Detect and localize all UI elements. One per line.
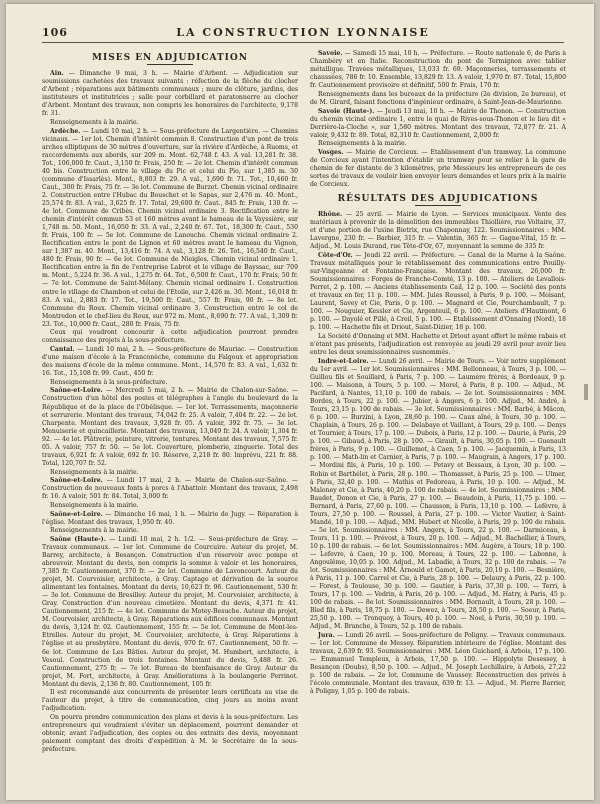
notice-lead: Savoie (Haute-). bbox=[318, 107, 375, 115]
running-header bbox=[42, 26, 564, 43]
section-title-mises-en-adjudication: MISES EN ADJUDICATION bbox=[92, 53, 248, 63]
notice-paragraph bbox=[310, 211, 566, 251]
notice-paragraph bbox=[42, 70, 298, 118]
notice-text: — 25 avril. — Mairie de Lyon. — Services municipaux. Vente des matériaux à provenir de la démolition des immeubles Thiollière, rue Voltaire, 37, et d'une portion de l'usine Bietrix, rue Chaponnay, 122. Soumissionnaires : MM. Lavergne, 230 fr. — Barbier, 315 fr. — Valentin, 365 fr. — Gagne-Vital, 15 fr. — Adjud., M. Louis Durand, rue Tête-d'Or, 67, moyennant la somme de 335 fr. bbox=[310, 211, 566, 251]
journal-title: LA CONSTRUCTION LYONNAISE bbox=[176, 26, 430, 39]
notice-paragraph bbox=[310, 632, 566, 696]
notice-paragraph bbox=[42, 379, 298, 387]
section-title-resultats: RÉSULTATS DES ADJUDICATIONS bbox=[337, 194, 539, 205]
right-paragraphs-top bbox=[310, 50, 566, 189]
notice-text: — Jeudi 13 mai, 10 h. — Mairie de Thonon. — Construction du chemin vicinal ordinaire 1, entre le quai de Rives-sous-Thonon et le lieu dit « Derrière-la-Cloche », sur 1,580 mètres. Montant des travaux, 72,877 fr. 21. A valoir, 9,432 fr. 89. Total, 82,310 fr. Cautionnement, 2,000 fr. bbox=[310, 107, 566, 139]
notice-text: — Lundi 26 avril. — Sous-préfecture de Poligny. — Travaux communaux. — 1er lot. Commune de Messey. Réparation intérieure de l'église. Montant des travaux, 2,639 fr. 93. Soumissionnaires : MM. Léon Guichard, à Arbois, 17 p. 100. — Emmanuel Templeux, à Arbois, 17,50 p. 100. — Hippolyte Desessey, à Besançon (Doubs), 8,50 p. 100. — Adjud., M. Joseph Lechillaire, à Arbois, 27,22 p. 100 de rabais. — 2e lot. Commune de Vaussey. Reconstruction des privés à l'école communale. Montant des travaux, 639 fr. 13. — Adjud., M. Pierre Barrier, à Poligny, 1,05 p. 100 de rabais. bbox=[310, 632, 566, 696]
notice-text: — Lundi 10 mai, 2 h. — Sous-préfecture de Largentière. — Chemins vicinaux. — 1er lot. Chemin d'intérêt commun 8. Construction d'un pont de trois arches elliptiques de 30 mètres d'ouverture, sur la rivière d'Ardèche, à Ruoms, et raccordements aux abords, sur 209 m. Mont. 62,748 f. 43. A val. 13,281 fr. 38. Tot., 106,000 fr. Caut., 3,150 fr. Frais, 250 fr. — 2e lot. Chemin d'intérêt commun 40 bis. Construction entre le village du Pic et celui du Pio, sur 1,385 m. 30 (commune d'Issarlès). Mont., 8,803 fr. 29. A val., 1,690 fr. 71. Tot., 10,460 fr. Caut., 300 fr. Frais, 75 fr. — 3e lot. Commune de Burzet. Chemin vicinal ordinaire 2. Construction entre l'Hubac du Bouschet et le Sapas, sur 2,476 m. 40. Mont., 25,574 fr. 83. A val., 3,625 fr. 17. Total, 29,600 fr. Caut., 845 fr. Frais, 130 fr. — 4e lot. Commune de Cribès. Chemin vicinal ordinaire 3. Rectification entre le chemin d'intérêt commun 53 et 160 mètres avant le hameau de la Vayssière, sur 1,748 m. 50. Mont., 16,050 fr. 33. A val., 2,240 fr. 67. Tot., 18,300 fr. Caut., 530 fr. Frais, 100 fr. — 5e lot. Commune de Lanouche. Chemin vicinal ordinaire 2. Rectification entre le pont de Lignon et 60 mètres avant le hameau du Vignon, sur 1,387 m. 40. Mont., 13,416 fr. 74. A val., 3,128 fr. 26. Tot., 16,540 fr. Caut., 480 fr. Frais, 90 fr. — 6e lot. Commune de Nieigles. Chemin vicinal ordinaire 1. Rectification entre la fin de l'entreprise Labrot et le village de Bayssac, sur 709 m. Mont., 5,224 fr. 36. A val., 1,275 fr. 64. Tot., 6,500 fr. Caut., 170 fr. Frais, 50 fr. — 7e lot. Commune de Saint-Mélany. Chemin vicinal ordinaire 1. Construction entre le village de Chambon et celui de l'Etoile, sur 2,426 m. 30. Mont., 16,018 fr. 83. A val., 2,883 fr. 17. Tot., 19,500 fr. Caut., 557 fr. Frais, 90 fr. — 8e lot. Commune du Roux. Chemin vicinal ordinaire 3. Construction entre le col de Montredon et le chef-lieu du Roux, sur 972 m. Mont., 8,690 fr. 77. A val., 1,309 fr. 23. Tot., 10,000 fr. Caut., 280 fr. Frais, 75 fr. bbox=[42, 127, 298, 328]
notice-paragraph bbox=[42, 689, 298, 713]
notice-paragraph bbox=[42, 329, 298, 345]
notice-paragraph bbox=[310, 333, 566, 357]
notice-text: Renseignements à la mairie. bbox=[318, 140, 407, 148]
notice-paragraph bbox=[310, 140, 566, 148]
notice-text: On pourra prendre communication des plans et devis à la sous-préfecture. Les entrepreneurs qui voudraient s'éviter un déplacement, pourront demander et obtenir, avant l'adjudication, des copies ou des extraits des devis, moyennant paiement comptant des droits d'expédition à M. le Secrétaire de la sous-préfecture. bbox=[42, 714, 298, 754]
left-column bbox=[42, 50, 298, 786]
notice-lead: Ardèche. bbox=[50, 127, 81, 135]
notice-paragraph bbox=[42, 469, 298, 477]
notice-paragraph bbox=[42, 502, 298, 510]
notice-text: — Samedi 15 mai, 10 h. — Préfecture. — Route nationale 6, de Paris à Chambéry et en Italie. Reconstruction du pont de Termignon avec tablier métallique. Travées métalliques, 13,033 fr. 69. Maçonneries, terrassements et chaussées, 786 fr. 10. Ensemble, 13,829 fr. 13. A valoir, 1,970 fr. 87. Total, 15,800 fr. Cautionnement provisoire et définitif, 500 fr. Frais, 170 fr. bbox=[310, 50, 566, 90]
notice-text: Renseignements dans les bureaux de la préfecture (2e division, 2e bureau), et de M. Girard, faisant fonctions d'ingénieur ordinaire, à Saint-Jean-de-Maurienne. bbox=[310, 90, 566, 106]
notice-text: — Mairie de Corcieux. — Etablissement d'un tramway. La commune de Corcieux ayant l'intention d'établir un tramway pour se relier à la gare de chemin de fer distante de 3 kilomètres, prie Messieurs les entrepreneurs de ces sortes de travaux de vouloir bien envoyer leurs demandes et leurs prix à la mairie de Corcieux. bbox=[310, 148, 566, 189]
notice-lead: Jura. bbox=[318, 632, 335, 640]
notice-text: — Mercredi 5 mai, 2 h. — Mairie de Chalon-sur-Saône. — Construction d'un hôtel des postes et télégraphes à l'angle du boulevard de la République et de la place de l'Obélisque. — 1er lot. Terrassements, maçonnerie et serrurerie. Montant des travaux, 74,042 fr. 25. A valoir, 7,404 fr. 22. — 2e lot. Charpente. Montant des travaux, 3,928 fr. 05. A valoir, 392 fr. 75. — 3e lot. Menuiserie et quincaillerie. Montant des travaux, 13,049 fr. 24. A valoir, 1,304 fr. 92. — 4e lot. Plâtrerie, peinture, vitrerie, tentures. Montant des travaux, 7,575 fr. 05. A valoir, 757 fr. 50. — 5e lot. Couverture, plomberie, zinguerie. Total des travaux, 6,921 fr. A valoir, 692 fr. 10. Réserve, 2,218 fr. 80. Imprévu, 221 fr. 88. Total, 120,707 fr. 52. bbox=[42, 387, 298, 467]
notice-lead: Côte-d'Or. bbox=[318, 252, 353, 260]
notice-text: Il est recommandé aux concurrents de présenter leurs certificats au vise de l'auteur du projet, à titre de communication, cinq jours au moins avant l'adjudication. bbox=[42, 689, 298, 713]
notice-lead: Saône-et-Loire. bbox=[50, 387, 103, 395]
notice-text: Renseignements à la mairie. bbox=[50, 527, 139, 535]
notice-text: Renseignements à la mairie. bbox=[50, 118, 139, 126]
newspaper-page bbox=[6, 4, 594, 800]
notice-paragraph bbox=[310, 50, 566, 90]
notice-lead: Indre-et-Loire. bbox=[318, 357, 369, 365]
title-rule bbox=[147, 64, 193, 65]
notice-paragraph bbox=[42, 387, 298, 467]
notice-text: Renseignements à la sous-préfecture. bbox=[50, 378, 168, 386]
notice-lead: Cantal. bbox=[50, 346, 75, 354]
notice-text: La Société d'Onnaing et MM. Hachette et Driout ayant offert le même rabais et n'étant pas présents, l'adjudication est renvoyée au jeudi 29 avril pour avoir lieu entre les deux soumissionnaires susnommés. bbox=[310, 333, 566, 357]
right-paragraphs-bottom bbox=[310, 211, 566, 696]
notice-lead: Rhône. bbox=[318, 211, 343, 219]
notice-paragraph bbox=[42, 714, 298, 754]
notice-paragraph bbox=[42, 128, 298, 329]
notice-text: — Jeudi 22 avril. — Préfecture. — Canal de la Marne à la Saône. Travaux métalliques pour le rétablissement des communications entre Pouilly-sur-Vingeanne et Fontaine-Française. Montant des travaux, 26,000 fr. Soumissionnaires : Forges de Franche-Comté, 13 p. 100. — Ateliers de Levallois-Perret, 2 p. 100. — Anciens établissements Cail, 12 p. 100. — Société des ponts et travaux en fer, 11 p. 100. — MM. Jules Roussel, à Paris, 9 p. 100. — Moisant, Laurent, Savey et Cie, Paris, 0 p. 100. — Magnard et Cie, Pourchambault, 7 p. 100. — Nouguier, Kessler et Cie, Argenteuil, 6 p. 100. — Ateliers d'Hautmont, 6 p. 100. — Dayolé et Pillé, à Creil, 5 p. 100. — Etablissement d'Onnaing (Nord), 18 p. 100. — Hachette fils et Driout, Saint-Dizier, 18 p. 100. bbox=[310, 252, 566, 332]
notice-text: — Dimanche 16 mai, 1 h. — Mairie de Jugy. — Réparation à l'église. Montant des travaux, 1,950 fr. 40. bbox=[42, 510, 298, 526]
notice-paragraph bbox=[42, 119, 298, 127]
notice-text: — Lundi 17 mai, 2 h. — Mairie de Chalon-sur-Saône. — Construction de nouveaux fonts à porcs à l'Abattoir. Montant des travaux, 2,498 fr. 16. A valoir, 501 fr. 84. Total, 3,000 fr. bbox=[42, 477, 298, 501]
notice-paragraph bbox=[310, 358, 566, 632]
left-paragraphs bbox=[42, 70, 298, 754]
right-column bbox=[310, 50, 566, 786]
notice-text: — Lundi 26 avril. — Mairie de Tours. — Voir notre supplément du 1er avril. — 1er lot. Soumissionnaires : MM. Bellonneau, à Tours, 3 p. 100. — Guillou fils et Souillard, à Paris, 7 p. 100. — Laumère frères, à Bordeaux, 9 p. 100. — Maisonn, à Tours, 5 p. 100. — Morel, à Paris, 8 p. 100. — Adjud., M. Pacifard, à Nantes, 11,10 p. 100 de rabais. — 2e lot. Soumissionnaires : MM. Bordes, à Tours, 22 p. 100. — Jubier, à Angers, 6 p. 100. Adjud., M. André, à Tours, 23,15 p. 100 de rabais. — 3e lot. Soumissionnaires : MM. Barbé, à Mâcon, 6 p. 100. — Burzini, à Lyon, 28,60 p. 100. — Caux aîné, à Tours, 30 p. 100. — Chaplain, à Tours, 26 p. 100. — Delabaye et Vaillant, à Tours, 29 p. 100. — Denys et Tournier, à Tours, 17 p. 100. — Dubois, à Paris, 12 p. 100. — Daurie, à Paris, 29 p. 100. — Gibaud, à Paris, 28 p. 100. — Girault, à Paris, 30,05 p. 100. — Guenault frères, à Paris, 9 p. 100. — Guillemot, à Caen, 5 p. 100. — Jacquemin, à Paris, 13 p. 100. — Math-lin et Carnier, à Paris, 7 p. 100. — Maugrain, à Angers, 17 p. 100. — Mordini fils, à Paris, 10 p. 100. — Petavy et Bessaux, à Lyon, 30 p. 100. — Robin et Barthélet, à Paris, 28 p. 100. — Thomasset, à Paris, 25 p. 100. — Ulmer, à Paris, 32,40 p. 100. — Mathis et Fedoreau, à Paris, 10 p. 100. — Adjud., M. Maloney et Cie, à Paris, 40,20 p. 100 de rabais. — 4e lot. Soumissionnaires : MM. Baudet, Donon et Cie, à Paris, 27 p. 100. — Beaudoin, à Paris, 11,75 p. 100. — Bernard, à Paris, 27,60 p. 100. — Chausson, à Paris, 13,10 p. 100. — Lefèvre, à Tours, 27,50 p. 100. — Roussel, à Paris, 27 p. 100. — Victor Vautier, à Saint-Mandé, 10 p. 100. — Adjud., MM. Hubert et Nicolle, à Paris, 29 p. 100 de rabais. — 5e lot. Soumissionnaires : MM. Angers, à Tours, 22 p. 100. — Darmiceau, à Tours, 11 p. 100. — Prévost, à Tours, 20 p. 100. — Adjud., M. Bachellier, à Tours, 10 p. 100 de rabais. — 6e lot. Soumissionnaires : MM. Augère, à Tours, 18 p. 100. — Lefevre, à Caen, 10 p. 100. Moreau, à Tours, 22 p. 100. — Labonne, à Angoulême, 10,05 p. 100. Adjud., M. Labadie, à Tours, 32 p. 100 de rabais. — 7e lot. Soumissionnaires : MM. Arnould et Gamot, à Paris, 20,10 p. 100. — Besnière, à Paris, 11 p. 100. Carrel et Cie, à Paris, 28 p. 100. — Delaury, à Paris, 22 p. 100. — Forest, à Toulouse, 30 p. 100. — Gautier, à Paris, 37,30 p. 100. — Terri, à Tours, 17 p. 100. — Vedrin, à Paris, 26 p. 100. — Adjud., M. Hatry, à Paris, 45 p. 100 de rabais. — 8e lot. Soumissionnaires : MM. Bornault, à Tours, 28 p. 100. — Bled fils, à Paris, 18,75 p. 100. — Dewez, à Tours, 28,50 p. 100. — Soeur, à Paris, 25,50 p. 100. — Tronquoy, à Tours, 40 p. 100. — Noel, à Paris, 30,50 p. 100. — Adjud., M. Branche, à Tours, 52 p. 100 de rabais. bbox=[310, 357, 566, 631]
notice-text: — Lundi 10 mai, 2 h. 1/2. — Sous-préfecture de Gray. — Travaux communaux. — 1er lot. Commune de Courcuire. Auteur du projet, M. Barrey, architecte, à Besançon. Construction d'un réservoir avec pompe et abreuvoir. Montant du devis, non compris la somme à valoir et les honoraires, 7,385 fr. Cautionnement, 370 fr. — 2e lot. Commune de Lavoncourt. Auteur du projet, M. Courvoisier, architecte, à Gray. Captage et dérivation de la source alimentant les fontaines. Montant du devis, 10,623 fr. 96. Cautionnement, 530 fr. — 3e lot. Commune de Bresilley. Auteur du projet, M. Courvoisier, architecte, à Gray. Construction d'un nouveau cimetière. Montant du devis, 4,371 fr. 41. Cautionnement, 215 fr. — 4e lot. Commune de Motey-Besuche. Auteur du projet, M. Courvoisier, architecte, à Gray. Réparations aux édifices communaux. Montant du devis, 3,124 fr. 02. Cautionnement, 155 fr. — 5e lot. Commune de Mont-les-Etrelles. Auteur du projet, M. Courvoisier, architecte, à Gray. Réparations à l'église et au presbytère. Montant du devis, 970 fr. 67. Cautionnement, 50 fr. — 6e lot. Commune de Les Bâties. Auteur du projet, M. Humbert, architecte, à Vesoul. Construction de trois fontaines. Montant du devis, 5,488 fr. 26. Cautionnement, 275 fr. — 7e lot. Bureau de bienfaisance de Gray. Auteur du projet, M. Fort, architecte, à Gray. Améliorations à la boulangerie Perrinot. Montant du devis, 2,136 fr. 80. Cautionnement, 105 fr. bbox=[42, 535, 298, 688]
notice-lead: Savoie. bbox=[318, 50, 343, 57]
notice-text: Renseignements à la mairie. bbox=[50, 501, 139, 509]
notice-lead: Ain. bbox=[50, 70, 64, 78]
notice-lead: Saône-et-Loire. bbox=[50, 477, 103, 485]
notice-text: Ceux qui voudront concourir à cette adjudication pourront prendre connaissance des projets à la sous-préfecture. bbox=[42, 329, 298, 345]
notice-lead: Vosges. bbox=[318, 148, 344, 156]
notice-lead: Saône (Haute-). bbox=[50, 535, 106, 543]
notice-text: — Lundi 10 mai, 2 h. — Sous-préfecture de Mauriac. — Construction d'une maison d'école à la Franconèche, commune du Falgoux et appropriation des maisons d'école de la même commune. Mont., 14,570 fr. 83. A val., 1,632 fr. 16. Tot., 15,108 fr. 99. Caut., 450 fr. bbox=[42, 346, 298, 378]
notice-paragraph bbox=[42, 511, 298, 527]
title-rule bbox=[415, 205, 461, 206]
notice-paragraph bbox=[42, 346, 298, 378]
notice-paragraph bbox=[310, 91, 566, 107]
notice-paragraph bbox=[42, 536, 298, 689]
binding-mark bbox=[584, 384, 588, 400]
notice-text: Renseignements à la mairie. bbox=[50, 468, 139, 476]
page-number: 106 bbox=[42, 26, 68, 39]
notice-paragraph bbox=[42, 527, 298, 535]
notice-paragraph bbox=[310, 108, 566, 140]
notice-text: — Dimanche 9 mai, 3 h. — Mairie d'Arbent. — Adjudication sur soumissions cachetées des travaux suivants : réfection de la flèche du clocher d'Arbent ; réparations aux bâtiments communaux ; mure de clôture, jardins, des instituteurs et institutrices ; salle pour corbillard et paratonnerre au clocher d'Arbent. Montant des travaux, non compris les honoraires de l'architecte, 9,178 fr. 31. bbox=[42, 70, 298, 118]
notice-lead: Saône-et-Loire. bbox=[50, 510, 103, 518]
notice-paragraph bbox=[42, 477, 298, 501]
notice-paragraph bbox=[310, 252, 566, 332]
notice-paragraph bbox=[310, 149, 566, 189]
